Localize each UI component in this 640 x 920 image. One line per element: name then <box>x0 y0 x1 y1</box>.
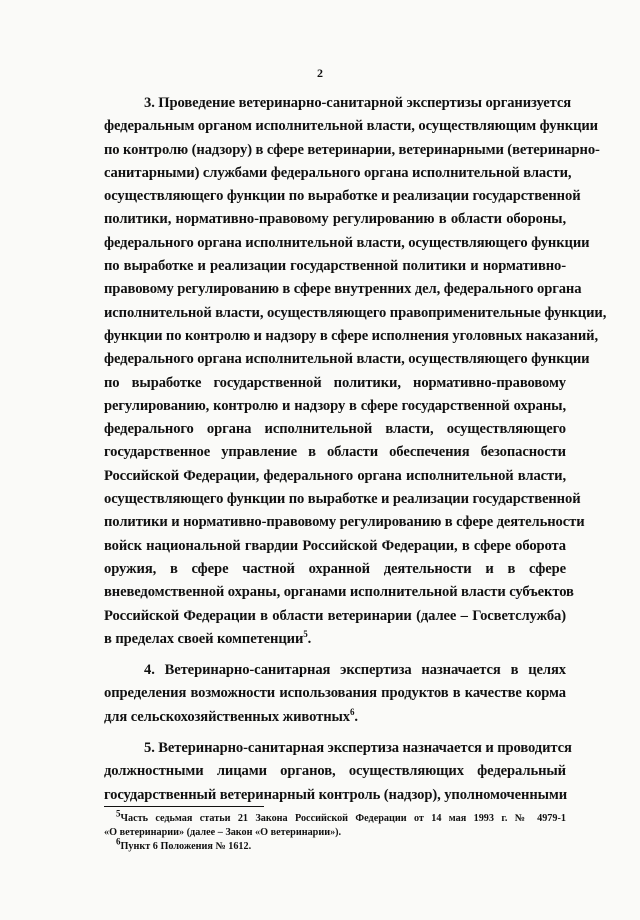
footnotes <box>104 808 566 854</box>
paragraph-3-last-line <box>104 628 566 651</box>
paragraph-3-line: осуществляющего функции по выработке и реализации государственной <box>104 188 581 205</box>
footnote-5-continuation: «О ветеринарии» (далее – Закон «О ветеринарии»). <box>104 827 342 838</box>
paragraph-3-line: Российской Федерации, федерального органа исполнительной власти, <box>104 467 566 484</box>
footnote-ref-6[interactable]: 6 <box>350 706 355 717</box>
paragraph-4-last-line <box>104 706 566 729</box>
paragraph-3-line: исполнительной власти, осуществляющего правоприменительные функции, <box>104 304 607 321</box>
paragraph-5-line: должностными лицами органов, осуществляющих федеральный <box>104 763 566 780</box>
paragraph-3-line: регулированию, контролю и надзору в сфере государственной охраны, <box>104 397 566 414</box>
paragraph-3-line: санитарными) службами федерального органа исполнительной власти, <box>104 164 572 181</box>
paragraph-3-line: федерального органа исполнительной власти, осуществляющего <box>104 421 566 438</box>
footnote-5 <box>104 808 566 826</box>
paragraph-4-last-text: для сельскохозяйственных животных <box>104 708 350 725</box>
paragraph-3-period: . <box>307 630 312 647</box>
paragraph-3-line: вневедомственной охраны, органами исполнительной власти субъектов <box>104 584 574 601</box>
paragraph-4-line: определения возможности использования продуктов в качестве корма <box>104 685 566 702</box>
paragraph-3-line: по контролю (надзору) в сфере ветеринарии, ветеринарными (ветеринарно- <box>104 141 600 158</box>
paragraph-3-line: 3. Проведение ветеринарно-санитарной экспертизы организуется <box>144 95 572 111</box>
paragraph-3-line: федеральным органом исполнительной власти, осуществляющим функции <box>104 118 598 135</box>
paragraph-3-line: Российской Федерации в области ветеринарии (далее – Госветслужба) <box>104 607 566 624</box>
paragraph-3-line: федерального органа исполнительной власти, осуществляющего функции <box>104 234 590 251</box>
paragraph-3-line: правовому регулированию в сфере внутренних дел, федерального органа <box>104 281 582 298</box>
paragraph-5-line: 5. Ветеринарно-санитарная экспертиза назначается и проводится <box>144 740 572 757</box>
paragraph-3-line: функции по контролю и надзору в сфере исполнения уголовных наказаний, <box>104 327 599 344</box>
footnote-5-text: Часть седьмая статьи 21 Закона Российской Федерации от 14 мая 1993 г. № 4979-1 <box>120 813 566 824</box>
paragraph-gap <box>104 651 566 659</box>
paragraph-3-line: государственное управление в области обеспечения безопасности <box>104 444 566 461</box>
footnote-ref-5[interactable]: 5 <box>303 628 308 639</box>
paragraph-3-line: осуществляющего функции по выработке и реализации государственной <box>104 491 581 508</box>
footnote-5-marker: 5 <box>116 808 121 819</box>
paragraph-3-line: войск национальной гвардии Российской Федерации, в сфере оборота <box>104 537 566 554</box>
paragraph-3-line: политики, нормативно-правовому регулированию в области обороны, <box>104 211 566 228</box>
paragraph-5-line: государственный ветеринарный контроль (надзор), уполномоченными <box>104 786 568 803</box>
footnote-separator <box>104 806 264 807</box>
paragraph-4-line: 4. Ветеринарно-санитарная экспертиза назначается в целях <box>144 662 566 679</box>
paragraph-3-line: политики и нормативно-правовому регулированию в сфере деятельности <box>104 514 585 531</box>
document-body <box>104 92 607 807</box>
paragraph-gap <box>104 729 566 737</box>
paragraph-3-last-text: в пределах своей компетенции <box>104 630 304 647</box>
footnote-6-marker: 6 <box>116 836 121 847</box>
footnote-6 <box>104 836 566 854</box>
paragraph-3-line: федерального органа исполнительной власти, осуществляющего функции <box>104 351 590 368</box>
footnote-6-text: Пункт 6 Положения № 1612. <box>120 841 252 852</box>
paragraph-3-line: по выработке государственной политики, нормативно-правовому <box>104 374 566 391</box>
page-number: 2 <box>317 66 323 80</box>
paragraph-3-line: по выработке и реализации государственной политики и нормативно- <box>104 258 566 275</box>
paragraph-4-period: . <box>354 708 358 725</box>
paragraph-3-line: оружия, в сфере частной охранной деятельности и в сфере <box>104 560 566 577</box>
